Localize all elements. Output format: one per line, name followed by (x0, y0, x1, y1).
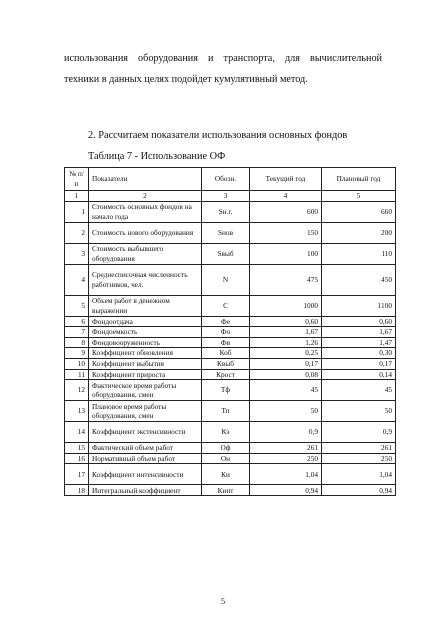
current-year-value: 1,26 (250, 337, 322, 348)
indicator-symbol: Квыб (202, 358, 250, 369)
current-year-value: 50 (250, 401, 322, 422)
indicator-symbol: Тф (202, 380, 250, 401)
column-number: 3 (202, 191, 250, 202)
table-row (65, 443, 396, 454)
indicator-name: Нормативный объем работ (89, 453, 202, 464)
current-year-value: 0,9 (250, 422, 322, 443)
section-heading: 2. Рассчитаем показатели использования основных фондов (88, 130, 348, 141)
table-row (65, 485, 396, 496)
row-number: 7 (65, 327, 89, 338)
indicator-symbol: Ки (202, 464, 250, 485)
planned-year-value: 660 (322, 201, 396, 222)
indicator-symbol: Sн.г. (202, 201, 250, 222)
current-year-value: 45 (250, 380, 322, 401)
indicator-name: Стоимость нового оборудования (89, 222, 202, 243)
indicator-name: Плановое время работы оборудования, смен (89, 401, 202, 422)
row-number: 17 (65, 464, 89, 485)
row-number: 6 (65, 316, 89, 327)
table-header-row (65, 168, 396, 191)
current-year-value: 0,08 (250, 369, 322, 380)
table-row (65, 316, 396, 327)
indicator-symbol: Фе (202, 316, 250, 327)
table-row (65, 422, 396, 443)
table-row (65, 295, 396, 316)
table-row (65, 380, 396, 401)
row-number: 8 (65, 337, 89, 348)
current-year-value: 1000 (250, 295, 322, 316)
current-year-value: 0,25 (250, 348, 322, 359)
planned-year-value: 0,14 (322, 369, 396, 380)
column-number-row (65, 191, 396, 202)
row-number: 11 (65, 369, 89, 380)
table-caption: Таблица 7 - Использование ОФ (88, 151, 226, 162)
header-current-year: Текущий год (250, 168, 322, 191)
table-row (65, 201, 396, 222)
planned-year-value: 0,9 (322, 422, 396, 443)
indicator-symbol: Sвыб (202, 243, 250, 264)
row-number: 16 (65, 453, 89, 464)
planned-year-value: 200 (322, 222, 396, 243)
row-number: 2 (65, 222, 89, 243)
table-row (65, 222, 396, 243)
planned-year-value: 261 (322, 443, 396, 454)
indicator-name: Среднесписочная численность работников, чел. (89, 264, 202, 295)
header-number: № п/п (65, 168, 89, 191)
current-year-value: 600 (250, 201, 322, 222)
table-row (65, 243, 396, 264)
table-row (65, 264, 396, 295)
table-row (65, 464, 396, 485)
indicator-symbol: Коб (202, 348, 250, 359)
table-row (65, 401, 396, 422)
indicator-symbol: Фв (202, 337, 250, 348)
table-row (65, 358, 396, 369)
row-number: 14 (65, 422, 89, 443)
indicator-symbol: Кэ (202, 422, 250, 443)
indicator-name: Объем работ в денежном выражении (89, 295, 202, 316)
table-row (65, 337, 396, 348)
row-number: 12 (65, 380, 89, 401)
current-year-value: 100 (250, 243, 322, 264)
header-symbol: Обозн. (202, 168, 250, 191)
planned-year-value: 0,30 (322, 348, 396, 359)
planned-year-value: 1100 (322, 295, 396, 316)
current-year-value: 150 (250, 222, 322, 243)
column-number: 1 (65, 191, 89, 202)
table-row (65, 369, 396, 380)
indicator-name: Коэффициент интенсивности (89, 464, 202, 485)
planned-year-value: 250 (322, 453, 396, 464)
indicator-name: Фактический объем работ (89, 443, 202, 454)
indicator-symbol: Sнов (202, 222, 250, 243)
planned-year-value: 45 (322, 380, 396, 401)
header-indicator: Показатели (89, 168, 202, 191)
planned-year-value: 110 (322, 243, 396, 264)
planned-year-value: 50 (322, 401, 396, 422)
indicator-name: Фактическое время работы оборудования, смен (89, 380, 202, 401)
row-number: 9 (65, 348, 89, 359)
row-number: 1 (65, 201, 89, 222)
planned-year-value: 1,47 (322, 337, 396, 348)
header-planned-year: Плановый год (322, 168, 396, 191)
indicator-name: Коэффициент выбытия (89, 358, 202, 369)
planned-year-value: 1,04 (322, 464, 396, 485)
current-year-value: 1,04 (250, 464, 322, 485)
indicator-name: Стоимость выбывшего оборудования (89, 243, 202, 264)
indicator-name: Коэффициент обновления (89, 348, 202, 359)
indicator-name: Фондоемкость (89, 327, 202, 338)
indicator-name: Фондоотдача (89, 316, 202, 327)
current-year-value: 0,94 (250, 485, 322, 496)
planned-year-value: 450 (322, 264, 396, 295)
fixed-assets-table (64, 167, 396, 496)
row-number: 3 (65, 243, 89, 264)
indicator-symbol: Фо (202, 327, 250, 338)
column-number: 2 (89, 191, 202, 202)
row-number: 10 (65, 358, 89, 369)
current-year-value: 250 (250, 453, 322, 464)
column-number: 5 (322, 191, 396, 202)
row-number: 18 (65, 485, 89, 496)
table-row (65, 327, 396, 338)
planned-year-value: 1,67 (322, 327, 396, 338)
page-number: 5 (220, 596, 226, 606)
indicator-name: Интегральный коэффициент (89, 485, 202, 496)
indicator-symbol: N (202, 264, 250, 295)
indicator-name: Стоимость основных фондов на начало года (89, 201, 202, 222)
indicator-name: Коэффициент прироста (89, 369, 202, 380)
current-year-value: 261 (250, 443, 322, 454)
indicator-name: Коэффициент экстенсивности (89, 422, 202, 443)
planned-year-value: 0,17 (322, 358, 396, 369)
current-year-value: 475 (250, 264, 322, 295)
current-year-value: 0,17 (250, 358, 322, 369)
table-row (65, 453, 396, 464)
current-year-value: 0,60 (250, 316, 322, 327)
indicator-symbol: C (202, 295, 250, 316)
planned-year-value: 0,60 (322, 316, 396, 327)
indicator-name: Фондовооруженность (89, 337, 202, 348)
row-number: 4 (65, 264, 89, 295)
indicator-symbol: Кинт (202, 485, 250, 496)
indicator-symbol: Он (202, 453, 250, 464)
column-number: 4 (250, 191, 322, 202)
indicator-symbol: Крост (202, 369, 250, 380)
row-number: 13 (65, 401, 89, 422)
intro-paragraph: использования оборудования и транспорта, для вычислительной техники в данных целях подойдет кумулятивный метод. (64, 53, 382, 86)
planned-year-value: 0,94 (322, 485, 396, 496)
indicator-symbol: Оф (202, 443, 250, 454)
row-number: 15 (65, 443, 89, 454)
current-year-value: 1,67 (250, 327, 322, 338)
table-row (65, 348, 396, 359)
row-number: 5 (65, 295, 89, 316)
indicator-symbol: Тп (202, 401, 250, 422)
